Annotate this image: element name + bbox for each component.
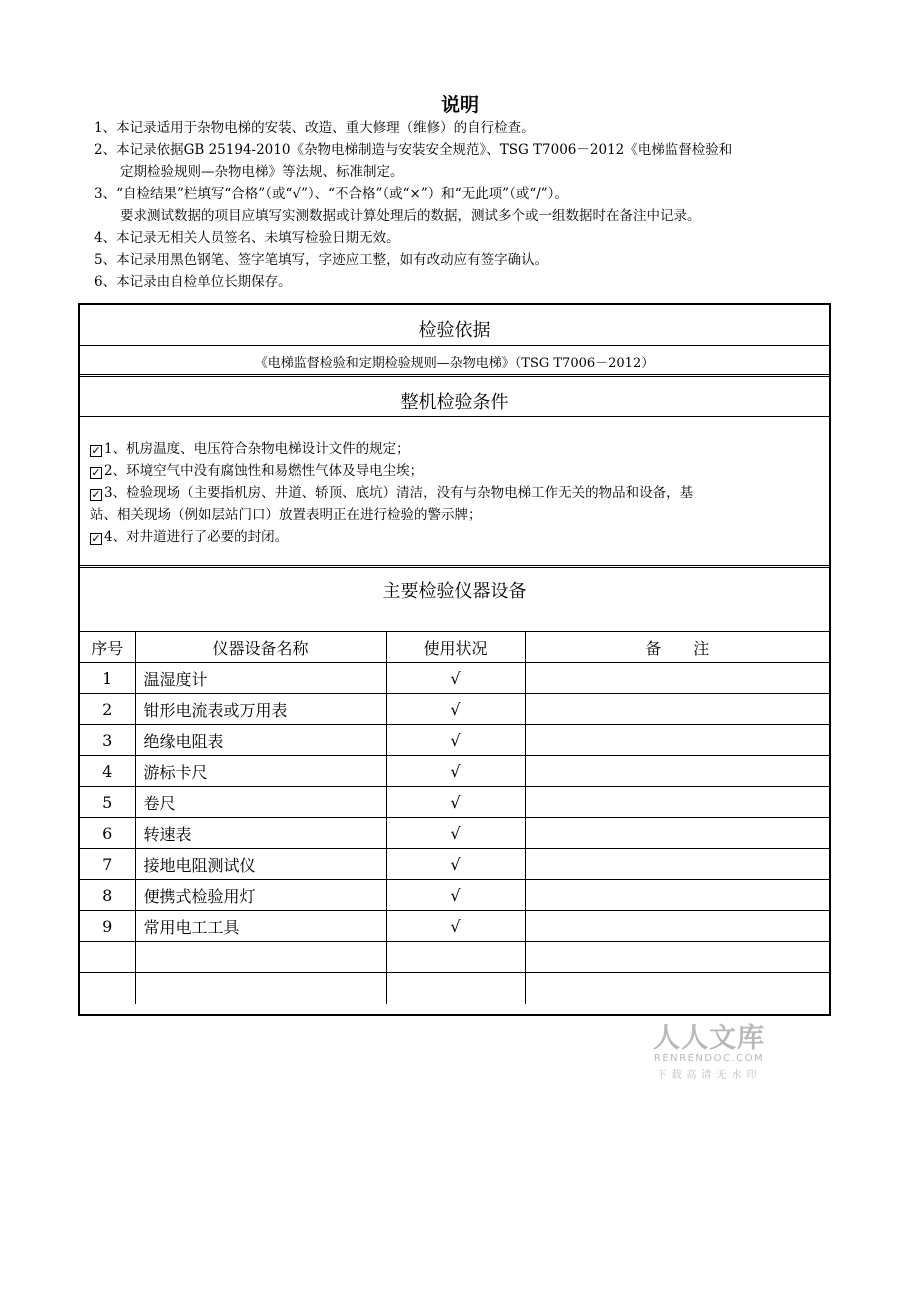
row-status: √ xyxy=(386,880,525,911)
row-status: √ xyxy=(386,849,525,880)
condition-item xyxy=(90,438,825,460)
instruction-item xyxy=(94,249,834,271)
condition-text: 2、环境空气中没有腐蚀性和易燃性气体及导电尘埃； xyxy=(104,463,424,479)
row-note xyxy=(525,663,829,694)
divider xyxy=(80,416,829,417)
table-row xyxy=(80,942,829,973)
table-row xyxy=(80,725,829,756)
condition-item xyxy=(90,482,825,526)
table-row xyxy=(80,911,829,942)
checked-box-icon: ✓ xyxy=(91,488,101,501)
instruction-text: 5、本记录用黑色钢笔、签字笔填写，字迹应工整，如有改动应有签字确认。 xyxy=(94,252,549,268)
table-row xyxy=(80,818,829,849)
checked-box-icon: ✓ xyxy=(91,532,101,545)
condition-text: 4、对井道进行了必要的封闭。 xyxy=(104,529,289,545)
row-name: 常用电工工具 xyxy=(135,911,386,942)
row-name: 游标卡尺 xyxy=(135,756,386,787)
instruction-text-cont: 定期检验规则—杂物电梯》等法规、标准制定。 xyxy=(120,164,404,180)
row-name: 温湿度计 xyxy=(135,663,386,694)
condition-text-cont: 站、相关现场（例如层站门口）放置表明正在进行检验的警示牌； xyxy=(90,507,482,523)
condition-text: 3、检验现场（主要指机房、井道、轿顶、底坑）清洁，没有与杂物电梯工作无关的物品和设备，基 xyxy=(104,485,694,501)
condition-item xyxy=(90,526,825,548)
instruction-text: 3、“自检结果”栏填写“合格”（或“√”）、“不合格”（或“×”）和“无此项”（或“/”）。 xyxy=(94,186,568,202)
page-title: 说明 xyxy=(440,94,479,116)
instructions-list xyxy=(94,117,834,293)
row-status: √ xyxy=(386,787,525,818)
row-no: 6 xyxy=(80,818,135,849)
watermark-brand: 人人文库 xyxy=(653,1023,765,1054)
divider xyxy=(80,374,829,377)
row-note xyxy=(525,756,829,787)
table-header-row xyxy=(80,632,829,663)
instruction-text: 1、本记录适用于杂物电梯的安装、改造、重大修理（维修）的自行检查。 xyxy=(94,120,535,136)
row-note xyxy=(525,849,829,880)
row-no: 9 xyxy=(80,911,135,942)
row-no: 8 xyxy=(80,880,135,911)
checked-box-icon: ✓ xyxy=(91,444,101,457)
watermark-slogan: 下载高清无水印 xyxy=(656,1070,762,1081)
instruction-item xyxy=(94,139,834,183)
conditions-list xyxy=(90,438,825,548)
instruction-item xyxy=(94,117,834,139)
table-row xyxy=(80,756,829,787)
watermark-logo xyxy=(644,1016,774,1081)
basis-text: 《电梯监督检验和定期检验规则—杂物电梯》（TSG T7006－2012） xyxy=(254,356,655,371)
equipment-table xyxy=(80,631,829,1004)
row-name: 钳形电流表或万用表 xyxy=(135,694,386,725)
row-name xyxy=(135,973,386,1004)
row-note xyxy=(525,942,829,973)
row-status: √ xyxy=(386,663,525,694)
row-name: 卷尺 xyxy=(135,787,386,818)
row-status: √ xyxy=(386,911,525,942)
condition-item xyxy=(90,460,825,482)
row-no: 3 xyxy=(80,725,135,756)
row-note xyxy=(525,725,829,756)
row-no: 7 xyxy=(80,849,135,880)
inspection-form xyxy=(78,303,831,1016)
table-row xyxy=(80,973,829,1004)
row-status: √ xyxy=(386,725,525,756)
table-row xyxy=(80,694,829,725)
column-header-note: 备 注 xyxy=(525,632,829,663)
row-no: 2 xyxy=(80,694,135,725)
row-no: 5 xyxy=(80,787,135,818)
row-status xyxy=(386,973,525,1004)
row-name: 接地电阻测试仪 xyxy=(135,849,386,880)
column-header-no: 序号 xyxy=(80,632,135,663)
divider xyxy=(80,345,829,346)
table-row xyxy=(80,849,829,880)
condition-text: 1、机房温度、电压符合杂物电梯设计文件的规定； xyxy=(104,441,410,457)
instruction-item xyxy=(94,183,834,227)
row-note xyxy=(525,694,829,725)
row-note xyxy=(525,818,829,849)
conditions-header: 整机检验条件 xyxy=(400,392,509,413)
instruction-text: 4、本记录无相关人员签名、未填写检验日期无效。 xyxy=(94,230,400,246)
row-no xyxy=(80,973,135,1004)
column-header-name: 仪器设备名称 xyxy=(135,632,386,663)
instruction-text-cont: 要求测试数据的项目应填写实测数据或计算处理后的数据，测试多个或一组数据时在备注中记录。 xyxy=(120,208,701,224)
table-row xyxy=(80,663,829,694)
basis-header: 检验依据 xyxy=(418,320,491,341)
divider xyxy=(80,565,829,568)
row-note xyxy=(525,911,829,942)
row-no: 1 xyxy=(80,663,135,694)
table-row xyxy=(80,880,829,911)
row-no: 4 xyxy=(80,756,135,787)
instruction-item xyxy=(94,227,834,249)
instruction-text: 6、本记录由自检单位长期保存。 xyxy=(94,274,292,290)
column-header-status: 使用状况 xyxy=(386,632,525,663)
row-name: 便携式检验用灯 xyxy=(135,880,386,911)
row-note xyxy=(525,787,829,818)
watermark-domain: RENRENDOC.COM xyxy=(653,1053,765,1064)
instruction-item xyxy=(94,271,834,293)
checked-box-icon: ✓ xyxy=(91,466,101,479)
row-name xyxy=(135,942,386,973)
row-name: 转速表 xyxy=(135,818,386,849)
row-status xyxy=(386,942,525,973)
row-note xyxy=(525,973,829,1004)
equipment-header: 主要检验仪器设备 xyxy=(382,581,527,602)
row-no xyxy=(80,942,135,973)
row-status: √ xyxy=(386,694,525,725)
row-name: 绝缘电阻表 xyxy=(135,725,386,756)
row-status: √ xyxy=(386,756,525,787)
row-note xyxy=(525,880,829,911)
row-status: √ xyxy=(386,818,525,849)
table-row xyxy=(80,787,829,818)
instruction-text: 2、本记录依据GB 25194-2010《杂物电梯制造与安装安全规范》、TSG T7006－2012《电梯监督检验和 xyxy=(94,142,733,158)
